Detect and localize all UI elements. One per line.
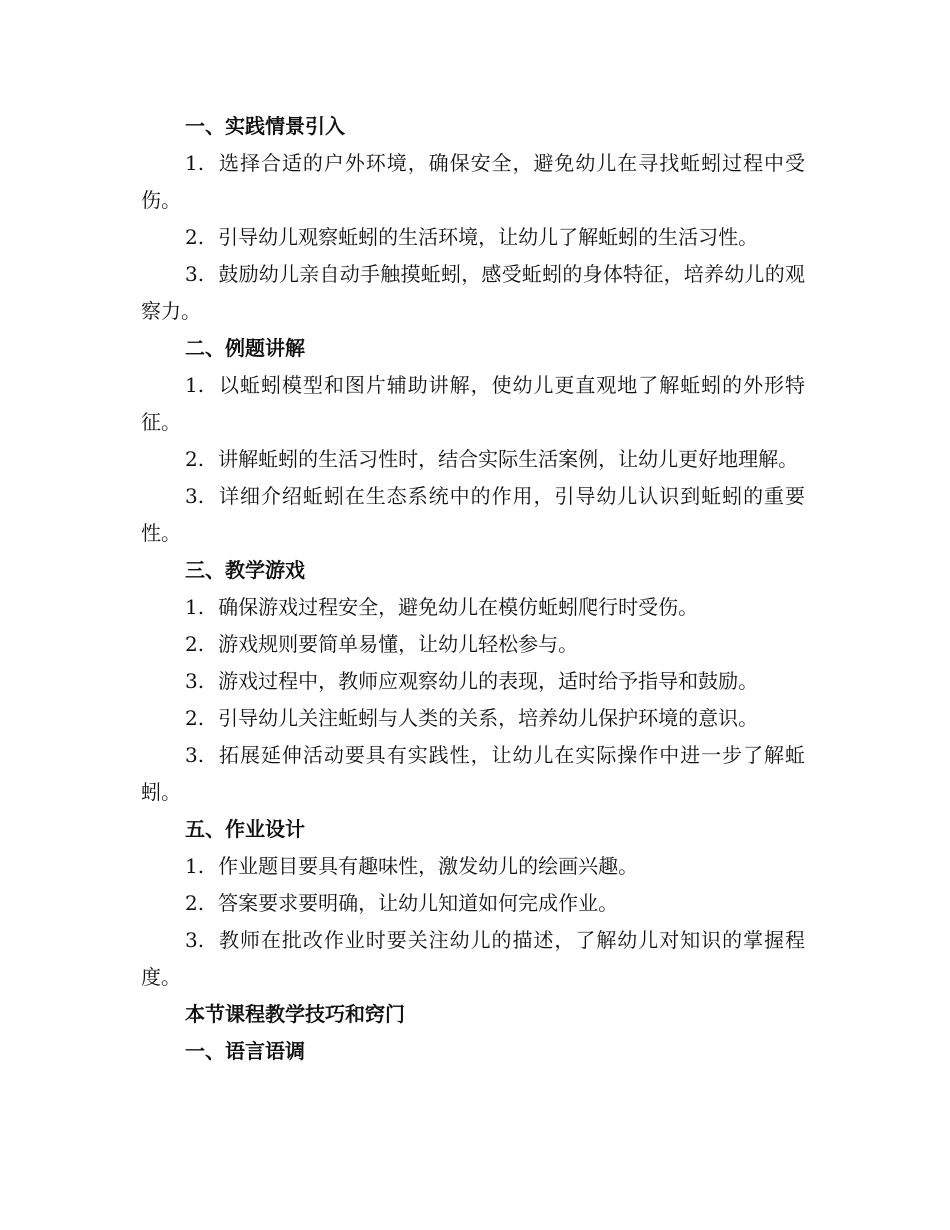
item-text: 游戏过程中，教师应观察幼儿的表现，适时给予指导和鼓励。 bbox=[218, 669, 759, 693]
list-item bbox=[141, 848, 805, 885]
item-number: 1. bbox=[185, 854, 205, 878]
list-item bbox=[141, 219, 805, 256]
section-heading-homework-design: 五、作业设计 bbox=[185, 817, 305, 841]
item-number: 2. bbox=[185, 632, 205, 656]
item-text: 拓展延伸活动要具有实践性，让幼儿在实际操作中进一步了解蚯蚓。 bbox=[141, 743, 805, 804]
item-text: 鼓励幼儿亲自动手触摸蚯蚓，感受蚯蚓的身体特征，培养幼儿的观察力。 bbox=[141, 262, 805, 323]
list-item bbox=[141, 922, 805, 996]
section-heading-teaching-games: 三、教学游戏 bbox=[185, 558, 305, 582]
list-item bbox=[141, 478, 805, 552]
item-number: 2. bbox=[185, 706, 205, 730]
list-item bbox=[141, 441, 805, 478]
item-text: 以蚯蚓模型和图片辅助讲解，使幼儿更直观地了解蚯蚓的外形特征。 bbox=[141, 373, 805, 434]
item-number: 3. bbox=[185, 743, 205, 767]
item-text: 答案要求要明确，让幼儿知道如何完成作业。 bbox=[218, 891, 619, 915]
item-text: 确保游戏过程安全，避免幼儿在模仿蚯蚓爬行时受伤。 bbox=[218, 595, 699, 619]
item-number: 2. bbox=[185, 225, 205, 249]
list-item bbox=[141, 663, 805, 700]
section-heading-practice-intro: 一、实践情景引入 bbox=[185, 114, 345, 138]
item-text: 作业题目要具有趣味性，激发幼儿的绘画兴趣。 bbox=[218, 854, 639, 878]
item-text: 引导幼儿关注蚯蚓与人类的关系，培养幼儿保护环境的意识。 bbox=[218, 706, 759, 730]
item-number: 1. bbox=[185, 151, 205, 175]
list-item bbox=[141, 367, 805, 441]
list-item bbox=[141, 145, 805, 219]
item-text: 详细介绍蚯蚓在生态系统中的作用，引导幼儿认识到蚯蚓的重要性。 bbox=[141, 484, 805, 545]
list-item bbox=[141, 737, 805, 811]
item-number: 3. bbox=[185, 262, 205, 286]
list-item bbox=[141, 589, 805, 626]
document-body bbox=[141, 108, 805, 1070]
item-number: 1. bbox=[185, 373, 205, 397]
list-item bbox=[141, 626, 805, 663]
item-text: 教师在批改作业时要关注幼儿的描述，了解幼儿对知识的掌握程度。 bbox=[141, 928, 805, 989]
item-text: 讲解蚯蚓的生活习性时，结合实际生活案例，让幼儿更好地理解。 bbox=[218, 447, 799, 471]
section-heading-teaching-tips: 本节课程教学技巧和窍门 bbox=[185, 1002, 405, 1026]
item-number: 2. bbox=[185, 447, 205, 471]
item-number: 1. bbox=[185, 595, 205, 619]
item-number: 2. bbox=[185, 891, 205, 915]
item-number: 3. bbox=[185, 484, 205, 508]
list-item bbox=[141, 885, 805, 922]
item-text: 游戏规则要简单易懂，让幼儿轻松参与。 bbox=[218, 632, 579, 656]
item-text: 选择合适的户外环境，确保安全，避免幼儿在寻找蚯蚓过程中受伤。 bbox=[141, 151, 805, 212]
section-heading-example-explanation: 二、例题讲解 bbox=[185, 336, 305, 360]
list-item bbox=[141, 256, 805, 330]
item-number: 3. bbox=[185, 669, 205, 693]
item-number: 3. bbox=[185, 928, 205, 952]
item-text: 引导幼儿观察蚯蚓的生活环境，让幼儿了解蚯蚓的生活习性。 bbox=[218, 225, 759, 249]
list-item bbox=[141, 700, 805, 737]
section-heading-language-tone: 一、语言语调 bbox=[185, 1039, 305, 1063]
